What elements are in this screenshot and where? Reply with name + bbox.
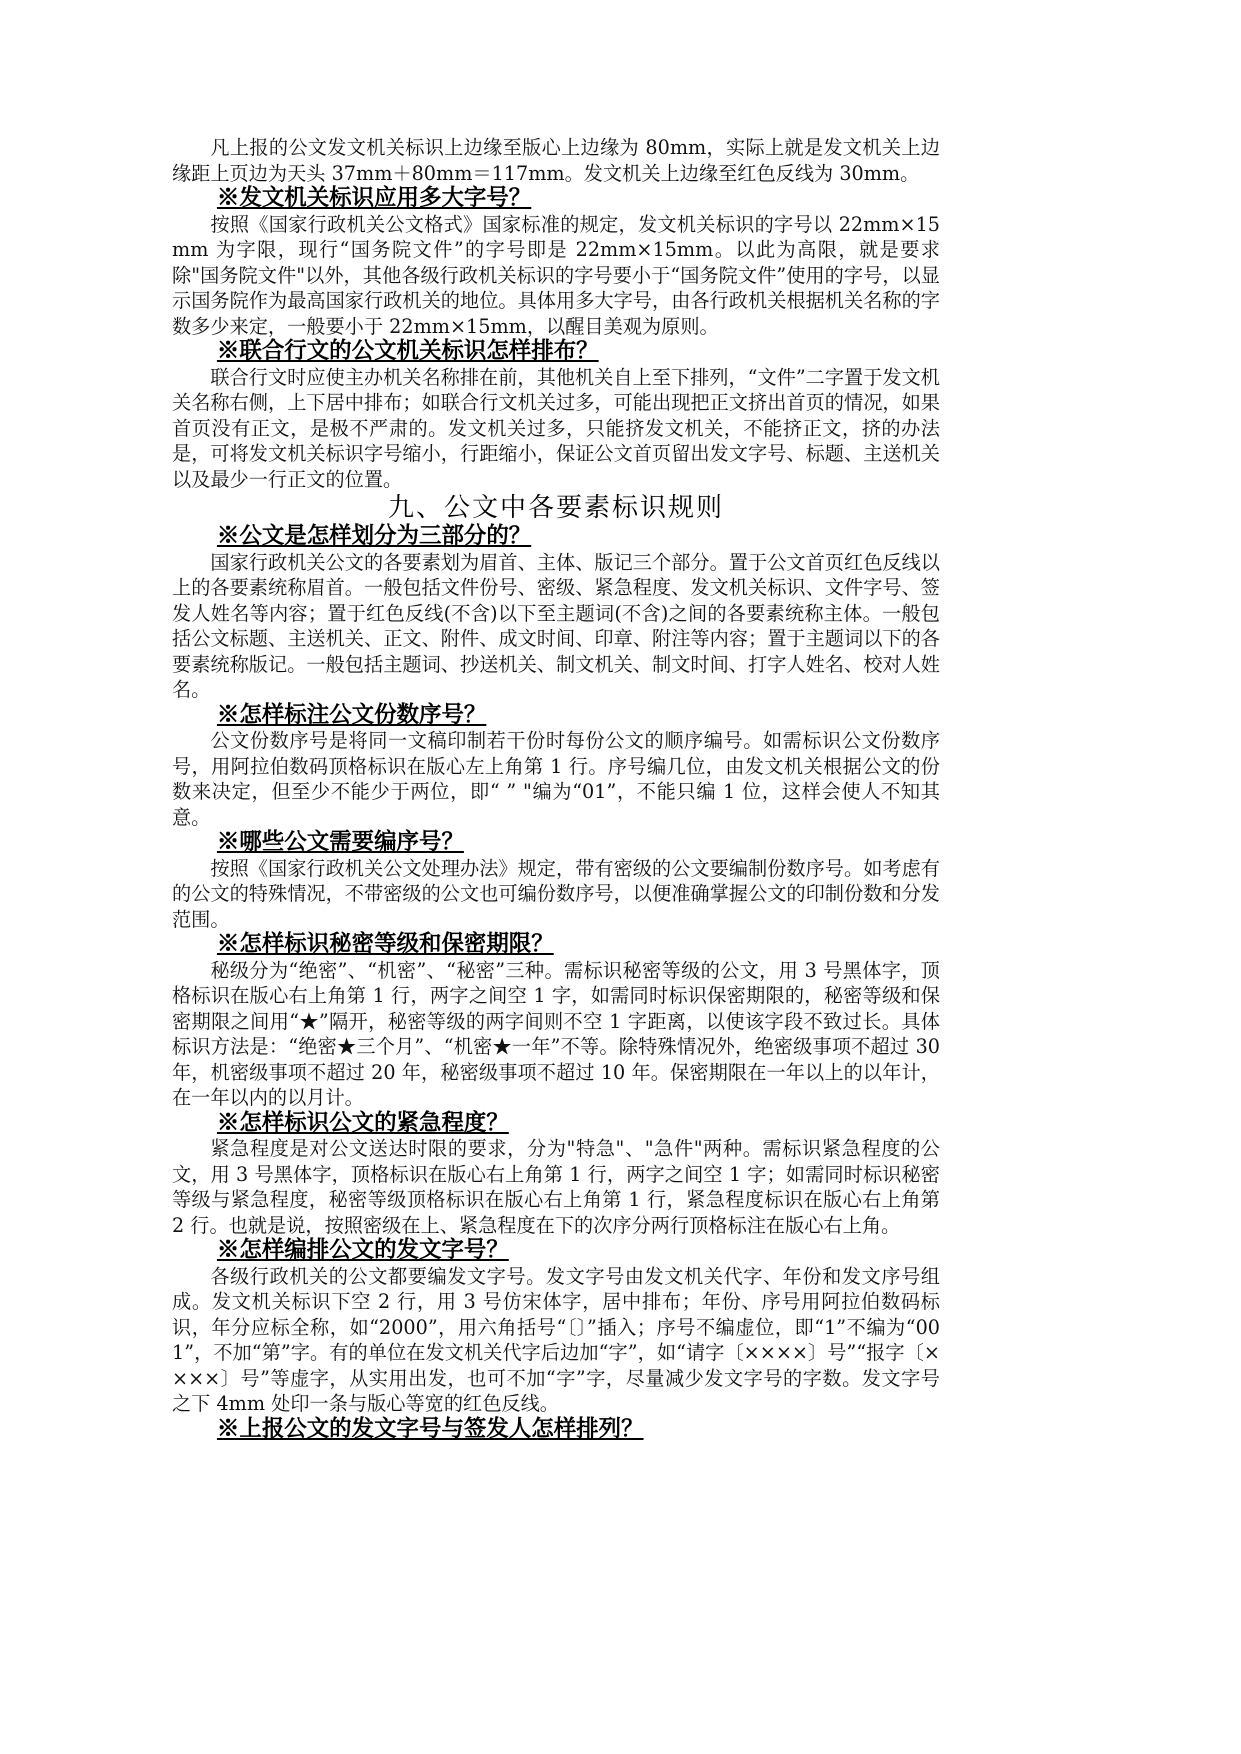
question-heading: ※发文机关标识应用多大字号？ xyxy=(216,185,532,211)
answer-paragraph: 国家行政机关公文的各要素划为眉首、主体、版记三个部分。置于公文首页红色反线以上的各要素统称眉首。一般包括文件份号、密级、紧急程度、发文机关标识、文件字号、签发人姓名等内容；置于红色反线(不含)以下至主题词(不含)之间的各要素统称主体。一般包括公文标题、主送机关、正文、附件、成文时间、印章、附注等内容；置于主题词以下的各要素统称版记。一般包括主题词、抄送机关、制文机关、制文时间、打字人姓名、校对人姓名。 xyxy=(172,550,940,701)
section-title: 九、公文中各要素标识规则 xyxy=(387,493,724,523)
answer-paragraph: 秘级分为“绝密”、“机密”、“秘密”三种。需标识秘密等级的公文，用 3 号黑体字，顶格标识在版心右上角第 1 行，两字之间空 1 字，如需同时标识保密期限的，秘密等级和保密期限之间用“★”隔开，秘密等级的两字间则不空 1 字距离，以使该字段不致过长。具体标识方法是：“绝密★三个月”、“机密★一年”不等。除特殊情况外，绝密级事项不超过 30 年，机密级事项不超过 20 年，秘密级事项不超过 10 年。保密期限在一年以上的以年计，在一年以内的以月计。 xyxy=(172,958,940,1109)
answer-paragraph: 各级行政机关的公文都要编发文字号。发文字号由发文机关代字、年份和发文序号组成。发文机关标识下空 2 行，用 3 号仿宋体字，居中排布；年份、序号用阿拉伯数码标识，年分应标全称，如“2000”，用六角括号“〔〕”插入；序号不编虚位，即“1”不编为“001”，不加“第”字。有的单位在发文机关代字后边加“字”，如“请字〔××××〕号”“报字〔××××〕号”等虚字，从实用出发，也可不加“字”字，尽量减少发文字号的字数。发文字号之下 4mm 处印一条与版心等宽的红色反线。 xyxy=(172,1264,940,1415)
question-heading: ※哪些公文需要编序号？ xyxy=(216,829,464,855)
text-column xyxy=(172,135,940,1442)
question-heading: ※怎样标注公文份数序号？ xyxy=(216,701,487,728)
question-heading: ※联合行文的公文机关标识怎样排布？ xyxy=(216,338,599,364)
question-heading: ※怎样标识秘密等级和保密期限？ xyxy=(216,931,554,957)
question-heading: ※怎样编排公文的发文字号？ xyxy=(216,1237,509,1263)
intro-paragraph: 凡上报的公文发文机关标识上边缘至版心上边缘为 80mm，实际上就是发文机关上边缘距上页边为天头 37mm＋80mm＝117mm。发文机关上边缘至红色反线为 30mm。 xyxy=(172,136,940,185)
answer-paragraph: 联合行文时应使主办机关名称排在前，其他机关自上至下排列，“文件”二字置于发文机关名称右侧，上下居中排布；如联合行文机关过多，可能出现把正文挤出首页的情况，如果首页没有正文，是极不严肃的。发文机关过多，只能挤发文机关，不能挤正文，挤的办法是，可将发文机关标识字号缩小，行距缩小，保证公文首页留出发文字号、标题、主送机关以及最少一行正文的位置。 xyxy=(172,365,940,491)
answer-paragraph: 紧急程度是对公文送达时限的要求，分为"特急"、"急件"两种。需标识紧急程度的公文，用 3 号黑体字，顶格标识在版心右上角第 1 行，两字之间空 1 字；如需同时标识秘密等级与紧急程度，秘密等级顶格标识在版心右上角第 1 行，紧急程度标识在版心右上角第 2 行。也就是说，按照密级在上、紧急程度在下的次序分两行顶格标注在版心右上角。 xyxy=(172,1137,940,1237)
answer-paragraph: 按照《国家行政机关公文处理办法》规定，带有密级的公文要编制份数序号。如考虑有的公文的特殊情况，不带密级的公文也可编份数序号，以便准确掌握公文的印制份数和分发范围。 xyxy=(172,856,940,931)
question-heading: ※怎样标识公文的紧急程度？ xyxy=(216,1109,509,1136)
question-heading: ※上报公文的发文字号与签发人怎样排列？ xyxy=(216,1415,644,1442)
question-heading: ※公文是怎样划分为三部分的？ xyxy=(216,523,532,549)
answer-paragraph: 公文份数序号是将同一文稿印制若干份时每份公文的顺序编号。如需标识公文份数序号，用阿拉伯数码顶格标识在版心左上角第 1 行。序号编几位，由发文机关根据公文的份数来决定，但至少不能少于两位，即“ ” "编为“01”，不能只编 1 位，这样会使人不知其意。 xyxy=(172,729,940,829)
answer-paragraph: 按照《国家行政机关公文格式》国家标准的规定，发文机关标识的字号以 22mm×15mm 为字限，现行“国务院文件”的字号即是 22mm×15mm。以此为高限，就是要求除"国务院文件"以外，其他各级行政机关标识的字号要小于“国务院文件”使用的字号，以显示国务院作为最高国家行政机关的地位。具体用多大字号，由各行政机关根据机关名称的字数多少来定，一般要小于 22mm×15mm，以醒目美观为原则。 xyxy=(172,212,940,338)
